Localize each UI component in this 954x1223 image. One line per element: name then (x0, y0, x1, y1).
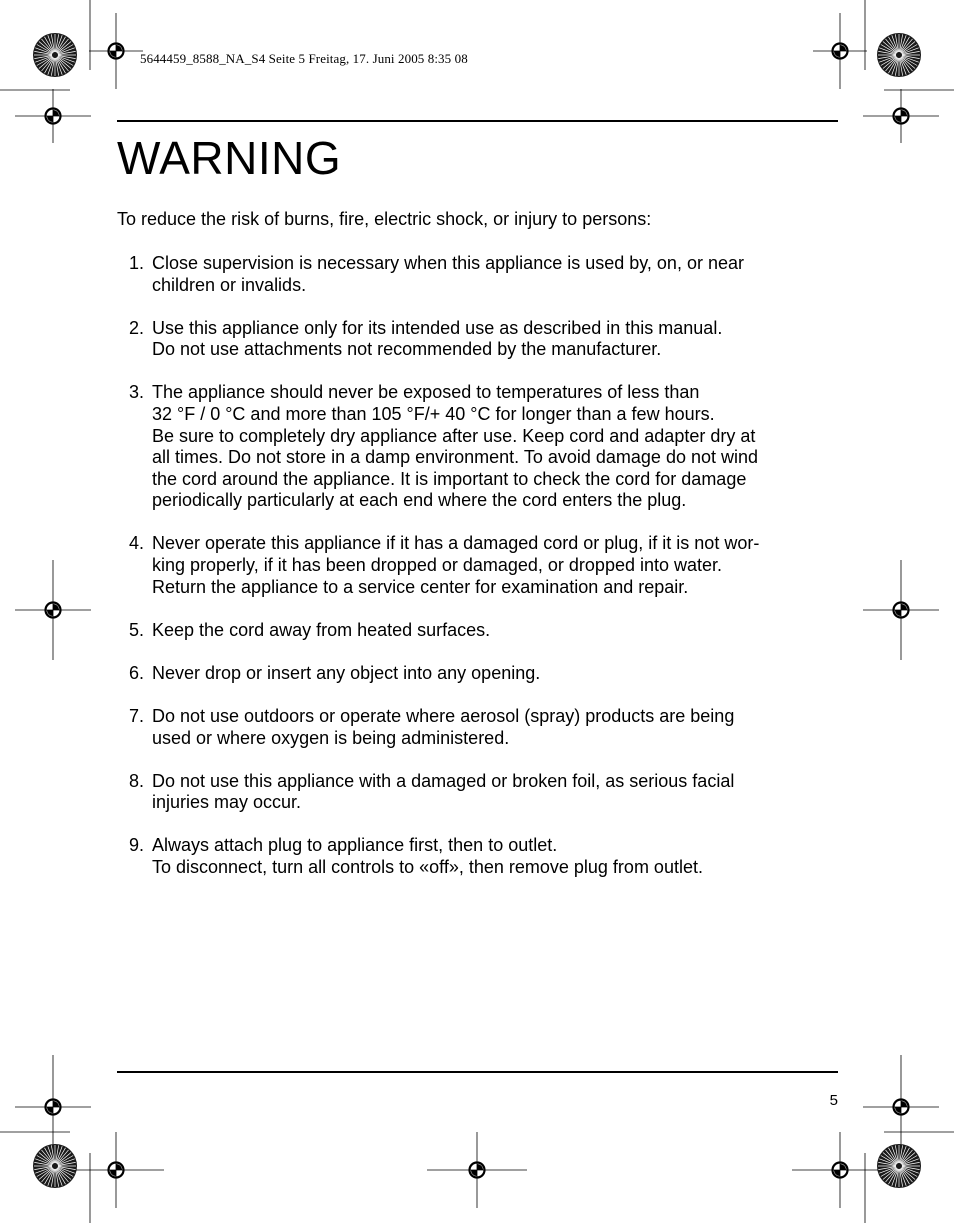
list-item-line: Close supervision is necessary when this appliance is used by, on, or near (152, 253, 744, 273)
registration-mark-icon (813, 13, 867, 89)
list-item-line: Be sure to completely dry appliance after use. Keep cord and adapter dry at (152, 425, 756, 446)
list-item-text (152, 318, 842, 361)
registration-mark-icon (89, 13, 143, 89)
registration-mark-icon (68, 1132, 164, 1208)
registration-mark-icon (792, 1132, 888, 1208)
warning-list (117, 253, 842, 900)
list-item (117, 706, 842, 749)
list-item-line: The appliance should never be exposed to temperatures of less than (152, 382, 700, 403)
list-item (117, 620, 842, 642)
page-number: 5 (829, 1092, 838, 1109)
list-item-text (152, 835, 842, 878)
list-item-text (152, 253, 842, 296)
list-item-line: used or where oxygen is being administered. (152, 727, 510, 748)
page-title: WARNING (117, 132, 342, 184)
list-item-text (152, 663, 842, 685)
list-item-text (152, 382, 842, 512)
list-item-line: the cord around the appliance. It is important to check the cord for damage (152, 468, 747, 489)
list-item-line: Do not use outdoors or operate where aerosol (spray) products are being (152, 705, 735, 726)
list-item (117, 318, 842, 361)
list-item (117, 835, 842, 878)
registration-mark-icon (15, 1055, 91, 1159)
registration-mark-icon (427, 1132, 527, 1208)
list-item-number: 9. (128, 835, 144, 856)
list-item-line: periodically particularly at each end where the cord enters the plug. (152, 490, 687, 511)
list-item-line: Return the appliance to a service center for examination and repair. (152, 576, 689, 597)
list-item (117, 253, 842, 296)
list-item-line: To disconnect, turn all controls to «off», then remove plug from outlet. (152, 856, 703, 877)
list-item-line: Do not use this appliance with a damaged or broken foil, as serious facial (152, 770, 735, 791)
list-item-line: injuries may occur. (152, 792, 302, 813)
list-item-line: king properly, if it has been dropped or damaged, or dropped into water. (152, 555, 723, 576)
list-item-line: Use this appliance only for its intended use as described in this manual. (152, 317, 723, 338)
list-item-line: all times. Do not store in a damp environment. To avoid damage do not wind (152, 447, 759, 468)
list-item-number: 6. (128, 662, 144, 683)
list-item-number: 5. (128, 619, 144, 640)
star-target-icon (877, 1144, 921, 1188)
top-rule (117, 120, 838, 122)
list-item (117, 533, 842, 598)
list-item-text (152, 706, 842, 749)
list-item-line: Always attach plug to appliance first, then to outlet. (152, 835, 558, 856)
list-item-text (152, 533, 842, 598)
list-item-text (152, 620, 842, 642)
list-item-number: 7. (128, 705, 144, 726)
list-item-line: 32 °F / 0 °C and more than 105 °F/+ 40 °C for longer than a few hours. (152, 403, 715, 424)
list-item-number: 2. (128, 317, 144, 338)
list-item (117, 382, 842, 512)
list-item-line: Never drop or insert any object into any opening. (152, 662, 541, 683)
list-item (117, 771, 842, 814)
list-item-number: 4. (128, 533, 144, 554)
registration-mark-icon (15, 560, 91, 660)
print-slug: 5644459_8588_NA_S4 Seite 5 Freitag, 17. Juni 2005 8:35 08 (140, 51, 468, 66)
list-item-number: 8. (128, 770, 144, 791)
registration-mark-icon (863, 89, 939, 143)
star-target-icon (33, 1144, 77, 1188)
list-item-text (152, 771, 842, 814)
list-item-number: 1. (128, 253, 144, 273)
registration-mark-icon (863, 560, 939, 660)
registration-mark-icon (15, 89, 91, 143)
list-item-line: Never operate this appliance if it has a damaged cord or plug, if it is not wor- (152, 533, 760, 554)
registration-mark-icon (863, 1055, 939, 1159)
list-item-line: children or invalids. (152, 274, 307, 295)
list-item-line: Keep the cord away from heated surfaces. (152, 619, 491, 640)
intro-text: To reduce the risk of burns, fire, electric shock, or injury to persons: (117, 209, 652, 229)
bottom-rule (117, 1071, 838, 1073)
list-item-number: 3. (128, 382, 144, 403)
list-item (117, 663, 842, 685)
star-target-icon (877, 33, 921, 77)
list-item-line: Do not use attachments not recommended by the manufacturer. (152, 339, 662, 360)
star-target-icon (33, 33, 77, 77)
